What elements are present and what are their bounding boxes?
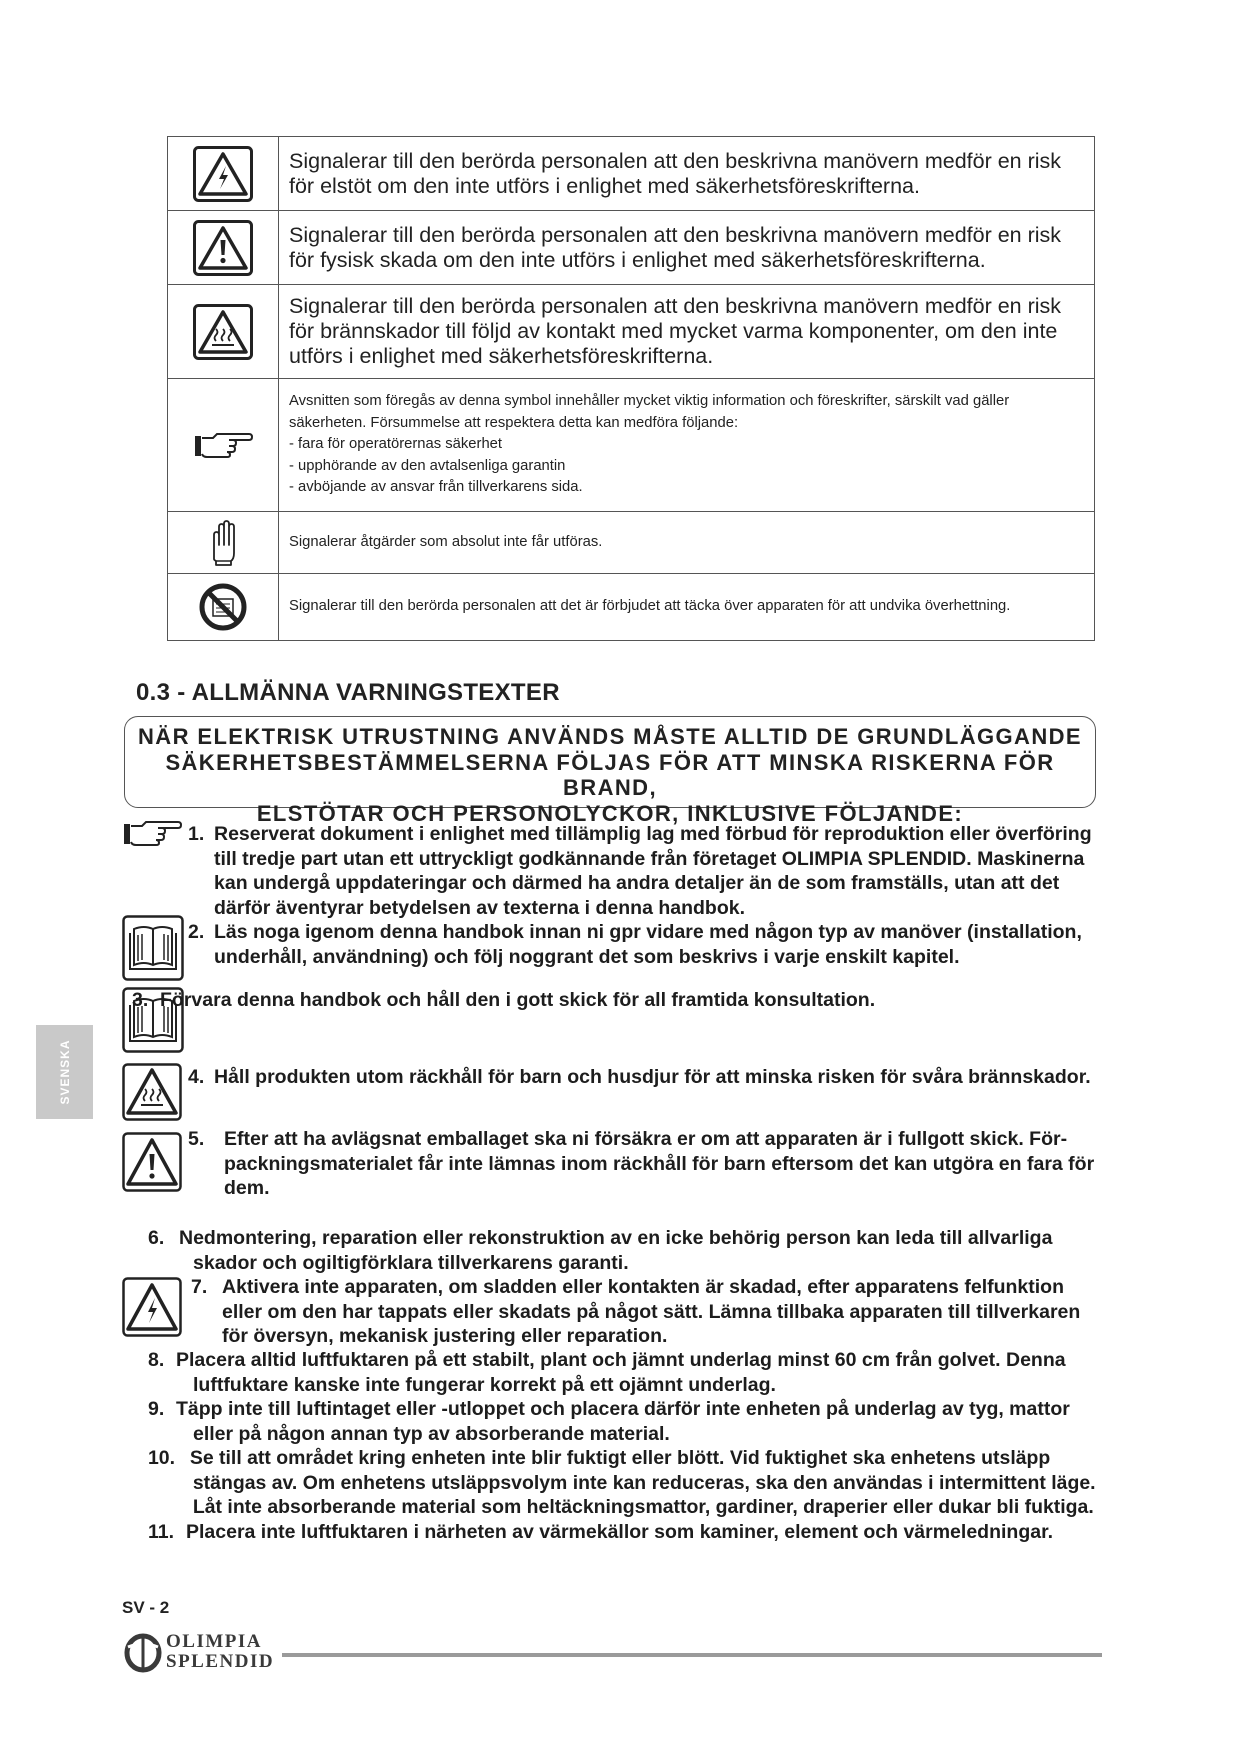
symbol-row (168, 137, 1095, 211)
warning-item (148, 1397, 1070, 1446)
warning-text: Låt inte absorberande material som heltäckningsmattor, gardiner, draperier eller dukar bli fuktiga. (192, 1496, 1094, 1518)
warning-item (148, 1348, 1066, 1397)
pointing-hand-icon (193, 430, 253, 460)
warning-number: 9. (148, 1398, 165, 1420)
general-warning-line: ELSTÖTAR OCH PERSONOLYCKOR, INKLUSIVE FÖLJANDE: (256, 800, 964, 826)
warning-exclamation-icon (193, 220, 253, 276)
warning-text: eller om den har tappats eller skadats på något sätt. Lämna tillbaka apparaten till tillverkaren (222, 1300, 1081, 1323)
warning-item (188, 1127, 1094, 1201)
symbol-description: Signalerar till den berörda personalen att det är förbjudet att täcka över apparaten för att undvika överhettning. (279, 574, 1095, 641)
warning-text: Placera inte luftfuktaren i närheten av värmekällor som kaminer, element och värmeledningar. (186, 1521, 1054, 1543)
warning-item (188, 1065, 1091, 1090)
symbol-description: Signalerar till den berörda personalen att den beskrivna manövern medför en risk för elstöt om den inte utförs i enlighet med säkerhetsföreskrifterna. (279, 137, 1095, 211)
footer-divider (282, 1653, 1102, 1657)
warning-number: 11. (148, 1521, 175, 1543)
electric-warning-icon (193, 146, 253, 202)
page-number: SV - 2 (122, 1598, 170, 1617)
stop-hand-icon (207, 519, 239, 567)
symbol-note-item: - fara för operatörernas säkerhet (289, 436, 503, 453)
warning-text: till tredje part utan ett uttryckligt godkännande från företaget OLIMPIA SPLENDID. Maskinerna (214, 847, 1085, 870)
warning-number: 2. (188, 921, 205, 943)
warning-text: därför äventyrar betydelsen av texterna i denna handbok. (214, 896, 746, 919)
warning-exclamation-icon (122, 1132, 182, 1192)
warning-text: Reserverat dokument i enlighet med tillämplig lag med förbud för reproduktion eller överföring (214, 823, 1092, 845)
general-warning-box (124, 716, 1096, 826)
warning-item (148, 1520, 1053, 1545)
symbol-description (279, 379, 1095, 512)
symbol-row (168, 512, 1095, 574)
warning-item (148, 1226, 1052, 1275)
logo-text: SPLENDID (166, 1651, 275, 1672)
olimpia-logo-icon (122, 1633, 164, 1673)
warning-text: dem. (224, 1177, 270, 1199)
symbol-row (168, 285, 1095, 379)
manual-book-icon (122, 915, 184, 981)
warning-item (148, 1446, 1096, 1520)
warning-text: skador och ogiltigförklara tillverkarens garanti. (193, 1251, 629, 1274)
warning-number: 3. (132, 989, 149, 1011)
warning-item (191, 1275, 1080, 1349)
warning-number: 4. (188, 1066, 205, 1088)
symbols-table (167, 136, 1095, 641)
warning-item (188, 822, 1092, 920)
general-warning-line: NÄR ELEKTRISK UTRUSTNING ANVÄNDS MÅSTE ALLTID DE GRUNDLÄGGANDE (138, 724, 1082, 749)
warning-number: 5. (188, 1128, 205, 1150)
warning-number: 6. (148, 1227, 165, 1249)
warning-text: Förvara denna handbok och håll den i gott skick för all framtida konsultation. (160, 989, 876, 1011)
symbol-row (168, 574, 1095, 641)
symbol-note-text: Avsnitten som föregås av denna symbol innehåller mycket viktig information och föreskrifter, särskilt vad gäller säkerheten. Försummelse att respektera detta kan medföra följande: (289, 393, 1010, 431)
symbol-row (168, 379, 1095, 512)
electric-warning-icon (122, 1277, 182, 1337)
symbol-note-item: - avböjande av ansvar från tillverkarens sida. (289, 479, 583, 496)
symbol-note-item: - upphörande av den avtalsenliga garantin (289, 457, 566, 474)
warning-text: packningsmaterialet får inte lämnas inom räckhåll för barn eftersom det kan utgöra en fara för (224, 1152, 1095, 1175)
warning-text: Aktivera inte apparaten, om sladden eller kontakten är skadad, efter apparatens felfunktion (222, 1276, 1065, 1298)
warning-item (132, 988, 875, 1013)
warning-number: 8. (148, 1349, 165, 1371)
warning-text: stängas av. Om enhetens utsläppsvolym inte kan reduceras, ska den användas i intermittent läge. (192, 1471, 1096, 1494)
warning-text: Täpp inte till luftintaget eller -utloppet och placera därför inte enheten på underlag av tyg, mattor (176, 1398, 1070, 1420)
hot-surface-icon (193, 304, 253, 360)
section-title: 0.3 - ALLMÄNNA VARNINGSTEXTER (136, 679, 560, 706)
warning-text: Läs noga igenom denna handbok innan ni gpr vidare med någon typ av manöver (installation, (214, 921, 1082, 943)
symbol-description: Signalerar till den berörda personalen att den beskrivna manövern medför en risk för fysisk skada om den inte utförs i enlighet med säkerhetsföreskrifterna. (279, 211, 1095, 285)
warning-text: Nedmontering, reparation eller rekonstruktion av en icke behörig person kan leda till allvarliga (179, 1227, 1053, 1249)
warning-text: luftfuktare kanske inte fungerar korrekt på ett ojämnt underlag. (193, 1373, 776, 1396)
hot-surface-icon (122, 1063, 182, 1121)
symbol-description: Signalerar åtgärder som absolut inte får utföras. (279, 512, 1095, 574)
symbol-description: Signalerar till den berörda personalen att den beskrivna manövern medför en risk för brännskador till följd av kontakt med mycket varma komponenter, om den inte utförs i enlighet med säkerhetsföreskrifterna. (279, 285, 1095, 379)
warning-text: Placera alltid luftfuktaren på ett stabilt, plant och jämnt underlag minst 60 cm från golvet. Denna (176, 1349, 1066, 1371)
warning-number: 10. (148, 1447, 176, 1469)
warning-item (188, 920, 1082, 969)
warning-text: för översyn, mekanisk justering eller reparation. (222, 1325, 668, 1347)
warning-text: Håll produkten utom räckhåll för barn och husdjur för att minska risken för svåra brännskador. (214, 1066, 1091, 1088)
symbol-row (168, 211, 1095, 285)
warning-text: kan undergå uppdateringar och därmed ha andra detaljer än de som framställs, utan att det (214, 872, 1060, 894)
logo-text: OLIMPIA (166, 1631, 262, 1652)
warning-text: Se till att området kring enheten inte blir fuktigt eller blött. Vid fuktighet ska enhetens utsläpp (189, 1447, 1051, 1469)
language-label: SVENSKA (57, 1039, 72, 1105)
warning-number: 1. (188, 823, 205, 845)
language-tab (36, 1025, 93, 1119)
warning-text: Efter att ha avlägsnat emballaget ska ni försäkra er om att apparaten är i fullgott skick. För- (224, 1128, 1068, 1150)
general-warning-line: SÄKERHETSBESTÄMMELSERNA FÖLJAS FÖR ATT MINSKA RISKERNA FÖR BRAND, (165, 749, 1055, 800)
warning-text: underhåll, användning) och följ noggrant det som beskrivs i varje enskilt kapitel. (214, 945, 960, 968)
warning-text: eller på någon annan typ av absorberande material. (193, 1422, 670, 1445)
do-not-cover-icon (198, 582, 248, 632)
pointing-hand-icon (122, 818, 182, 848)
warning-number: 7. (191, 1276, 208, 1298)
